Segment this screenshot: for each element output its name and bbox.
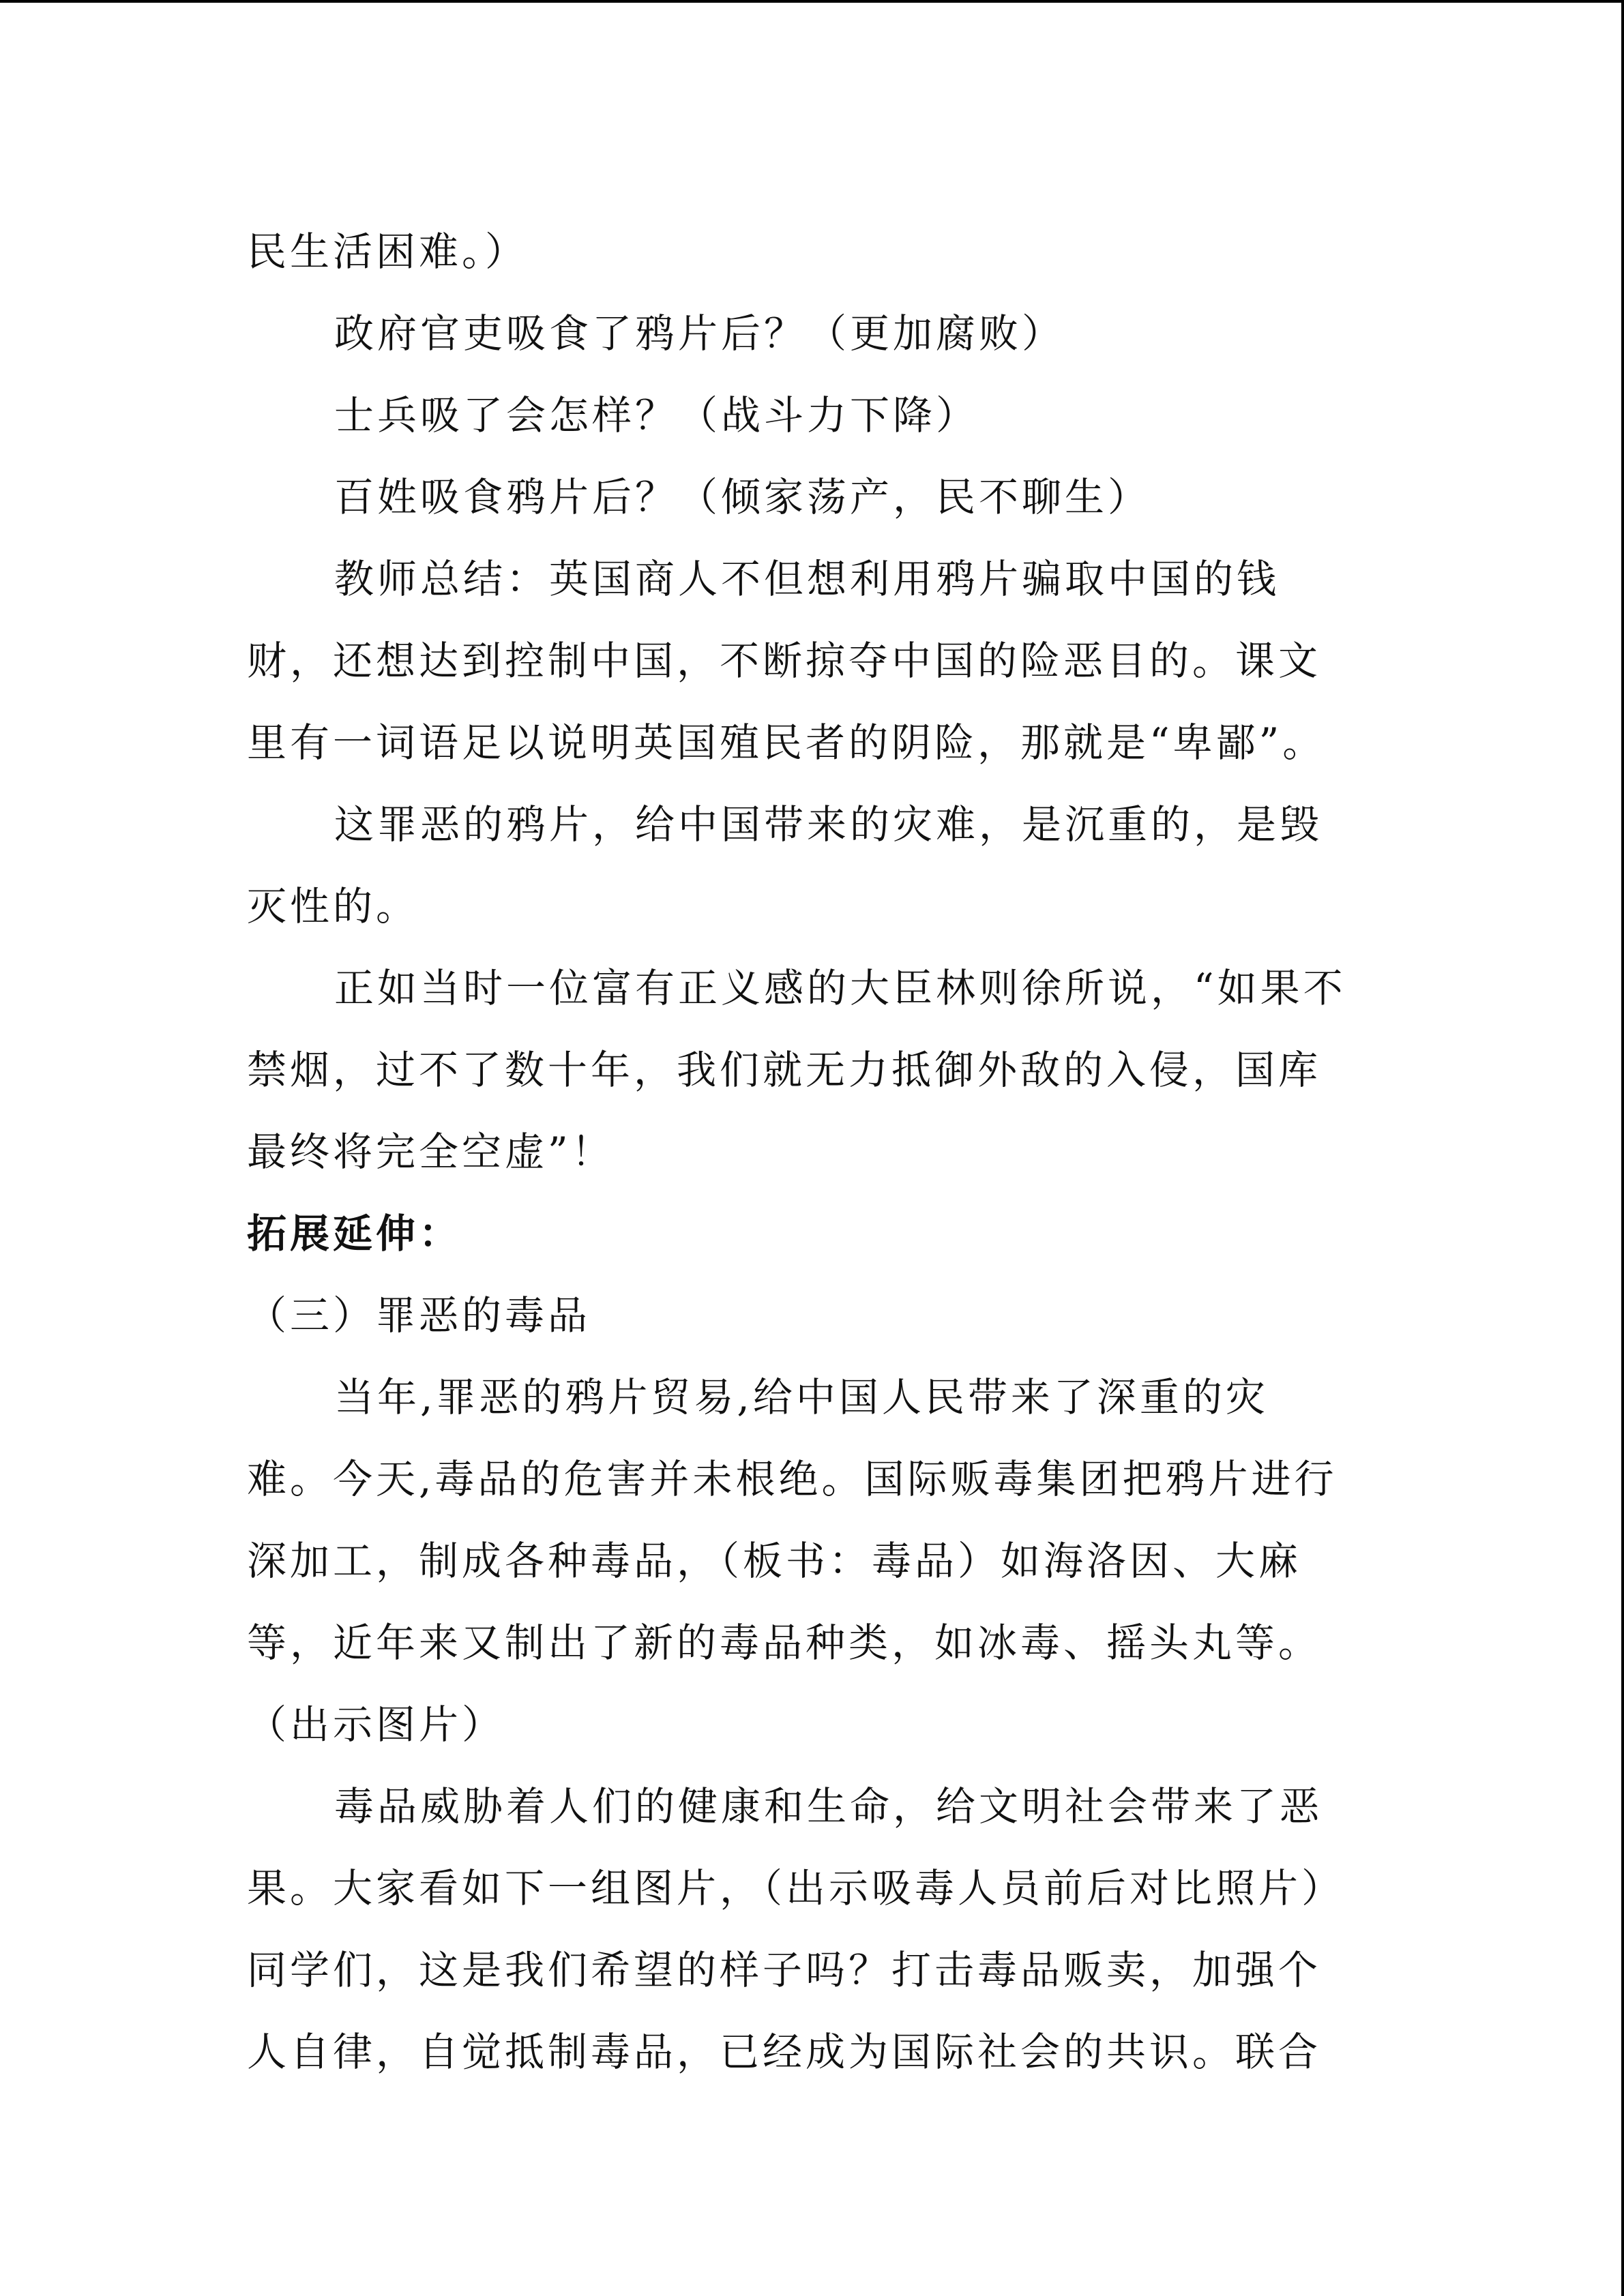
- text-line: （三）罪恶的毒品: [247, 1292, 591, 1339]
- text-line: （出示图片）: [247, 1701, 505, 1748]
- text-line: 这罪恶的鸦片，给中国带来的灾难，是沉重的，是毁: [334, 801, 1323, 848]
- section-heading: 拓展延伸：: [247, 1210, 462, 1257]
- text-line: 里有一词语足以说明英国殖民者的阴险，那就是“卑鄙”。: [247, 719, 1326, 766]
- text-line: 难。今天,毒品的危害并未根绝。国际贩毒集团把鸦片进行: [247, 1456, 1338, 1502]
- text-line: 果。大家看如下一组图片，（出示吸毒人员前后对比照片）: [247, 1865, 1345, 1911]
- text-line: 士兵吸了会怎样？（战斗力下降）: [334, 392, 979, 438]
- text-line: 财，还想达到控制中国，不断掠夺中国的险恶目的。课文: [247, 638, 1322, 684]
- text-line: 教师总结：英国商人不但想利用鸦片骗取中国的钱: [334, 556, 1280, 602]
- text-line: 等，近年来又制出了新的毒品种类，如冰毒、摇头丸等。: [247, 1620, 1322, 1666]
- text-line: 最终将完全空虚”！: [247, 1129, 615, 1175]
- text-line: 同学们，这是我们希望的样子吗？打击毒品贩卖，加强个: [247, 1947, 1322, 1993]
- text-line: 人自律，自觉抵制毒品，已经成为国际社会的共识。联合: [247, 2029, 1322, 2075]
- text-line: 正如当时一位富有正义感的大臣林则徐所说，“如果不: [334, 965, 1346, 1011]
- text-line: 毒品威胁着人们的健康和生命，给文明社会带来了恶: [334, 1783, 1323, 1830]
- document-body: [247, 211, 1365, 2093]
- text-line: 当年,罪恶的鸦片贸易,给中国人民带来了深重的灾: [334, 1374, 1269, 1420]
- text-line: 深加工，制成各种毒品，（板书：毒品）如海洛因、大麻: [247, 1538, 1302, 1584]
- text-line: 禁烟，过不了数十年，我们就无力抵御外敌的入侵，国库: [247, 1047, 1322, 1093]
- text-line: 百姓吸食鸦片后？（倾家荡产，民不聊生）: [334, 474, 1151, 520]
- text-line: 民生活困难。）: [247, 228, 529, 275]
- text-line: 政府官吏吸食了鸦片后？（更加腐败）: [334, 310, 1065, 357]
- text-line: 灭性的。: [247, 883, 419, 929]
